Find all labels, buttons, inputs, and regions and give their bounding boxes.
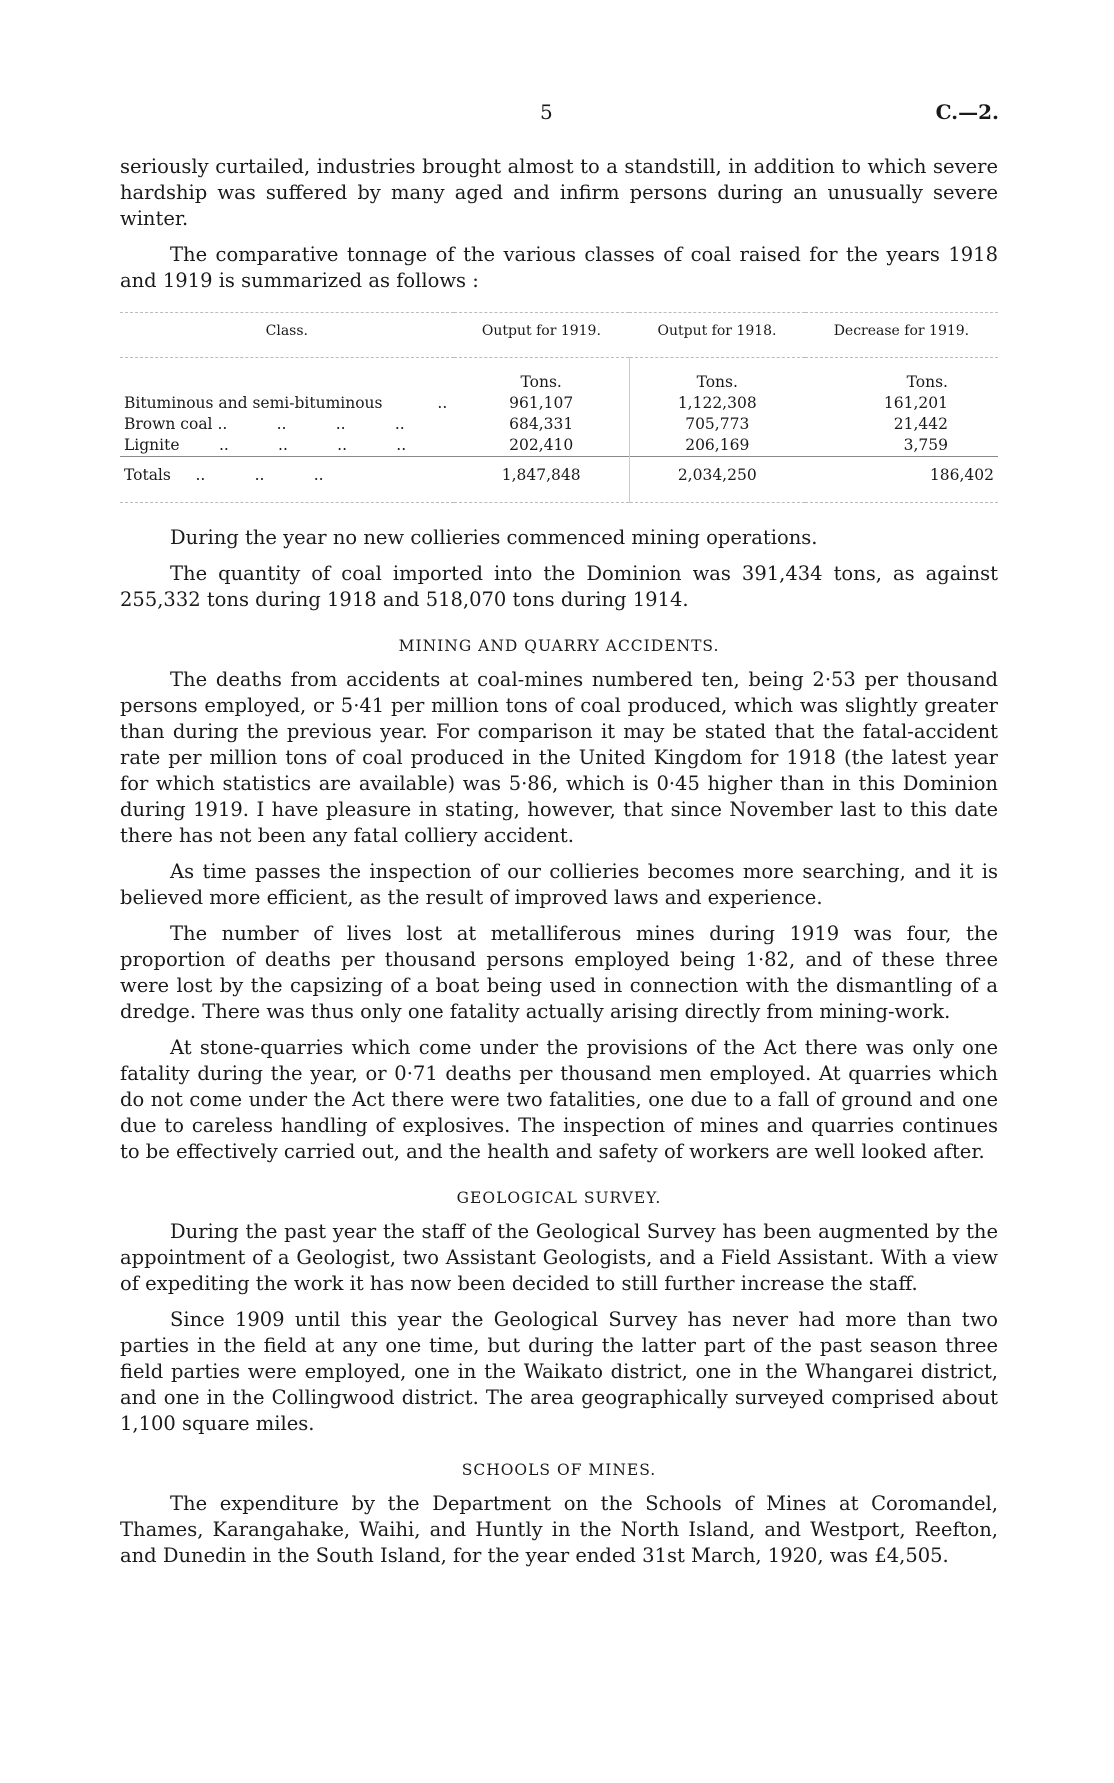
decrease-value: 161,201 [883, 394, 948, 412]
column-header-output-1919: Output for 1919. [454, 313, 630, 358]
table-row [120, 435, 998, 457]
output-1918-value: 705,773 [629, 414, 805, 435]
section-heading-schools-of-mines: SCHOOLS OF MINES. [461, 1461, 657, 1479]
coal-class: Bituminous and semi-bituminous [124, 394, 383, 412]
leader-dots: .. .. .. .. [217, 415, 405, 433]
column-header-decrease-1919: Decrease for 1919. [805, 313, 998, 358]
leader-dots: .. .. .. [195, 466, 324, 484]
paragraph: During the past year the staff of the Geological Survey has been augmented by the appointment of a Geologist, two Assistant Geologists, and a Field Assistant. With a view of expediting the work it has now been decided to still further increase the staff. [120, 1220, 998, 1295]
paragraph: Since 1909 until this year the Geological Survey has never had more than two parties in the field at any one time, but during the latter part of the past season three field parties were employed, one in the Waikato district, one in the Whangarei district, and one in the Collingwood district. The area geographically surveyed comprised about 1,100 square miles. [120, 1308, 998, 1435]
leader-dots: .. .. .. .. [218, 436, 407, 454]
decrease-value: 3,759 [903, 436, 948, 454]
coal-class: Brown coal [124, 415, 213, 433]
paragraph: The number of lives lost at metalliferous mines during 1919 was four, the proportion of deaths per thousand persons employed being 1·82, and of these three were lost by the capsizing of a boat being used in connection with the dismantling of a dredge. There was thus only one fatality actually arising directly from mining-work. [120, 922, 998, 1023]
paragraph: The expenditure by the Department on the Schools of Mines at Coromandel, Thames, Karangahake, Waihi, and Huntly in the North Island, and Westport, Reefton, and Dunedin in the South Island, for the year ended 31st March, 1920, was £4,505. [120, 1492, 998, 1567]
table-row [120, 393, 998, 414]
total-output-1918: 2,034,250 [629, 457, 805, 503]
paragraph: seriously curtailed, industries brought almost to a standstill, in addition to which severe hardship was suffered by many aged and infirm persons during an unusually severe winter. [120, 155, 998, 230]
output-1918-value: 1,122,308 [629, 393, 805, 414]
column-header-output-1918: Output for 1918. [629, 313, 805, 358]
output-1918-value: 206,169 [629, 435, 805, 457]
unit-label: Tons. [906, 373, 948, 391]
page-header [0, 100, 1114, 130]
coal-class: Lignite [124, 436, 180, 454]
total-decrease: 186,402 [805, 457, 998, 503]
table-row [120, 414, 998, 435]
report-reference: C.—2. [935, 100, 999, 124]
totals-row [120, 457, 998, 503]
paragraph: The comparative tonnage of the various classes of coal raised for the years 1918 and 1919 is summarized as follows : [120, 243, 998, 292]
paragraph: During the year no new collieries commenced mining operations. [170, 526, 818, 549]
output-1919-value: 684,331 [509, 415, 574, 433]
coal-tonnage-table [120, 312, 998, 503]
units-row [120, 358, 998, 394]
section-heading-accidents: MINING AND QUARRY ACCIDENTS. [398, 637, 720, 655]
column-header-class: Class. [120, 313, 454, 358]
unit-label: Tons. [520, 373, 562, 391]
paragraph: As time passes the inspection of our collieries becomes more searching, and it is believed more efficient, as the result of improved laws and experience. [120, 860, 998, 909]
table-header-row [120, 313, 998, 358]
output-1919-value: 202,410 [509, 436, 574, 454]
page-body [120, 154, 998, 1579]
leader-dots: .. [437, 394, 448, 412]
paragraph: The quantity of coal imported into the Dominion was 391,434 tons, as against 255,332 tons during 1918 and 518,070 tons during 1914. [120, 562, 998, 611]
totals-label: Totals [124, 466, 171, 484]
paragraph: The deaths from accidents at coal-mines numbered ten, being 2·53 per thousand persons employed, or 5·41 per million tons of coal produced, which was slightly greater than during the previous year. For comparison it may be stated that the fatal-accident rate per million tons of coal produced in the United Kingdom for 1918 (the latest year for which statistics are available) was 5·86, which is 0·45 higher than in this Dominion during 1919. I have pleasure in stating, however, that since November last to this date there has not been any fatal colliery accident. [120, 668, 998, 847]
page-number: 5 [540, 100, 553, 124]
paragraph: At stone-quarries which come under the provisions of the Act there was only one fatality during the year, or 0·71 deaths per thousand men employed. At quarries which do not come under the Act there were two fatalities, one due to a fall of ground and one due to careless handling of explosives. The inspection of mines and quarries continues to be effectively carried out, and the health and safety of workers are well looked after. [120, 1036, 998, 1163]
section-heading-geological-survey: GEOLOGICAL SURVEY. [456, 1189, 662, 1207]
output-1919-value: 961,107 [509, 394, 574, 412]
unit-label: Tons. [629, 358, 805, 394]
total-output-1919: 1,847,848 [454, 457, 630, 503]
decrease-value: 21,442 [893, 415, 948, 433]
